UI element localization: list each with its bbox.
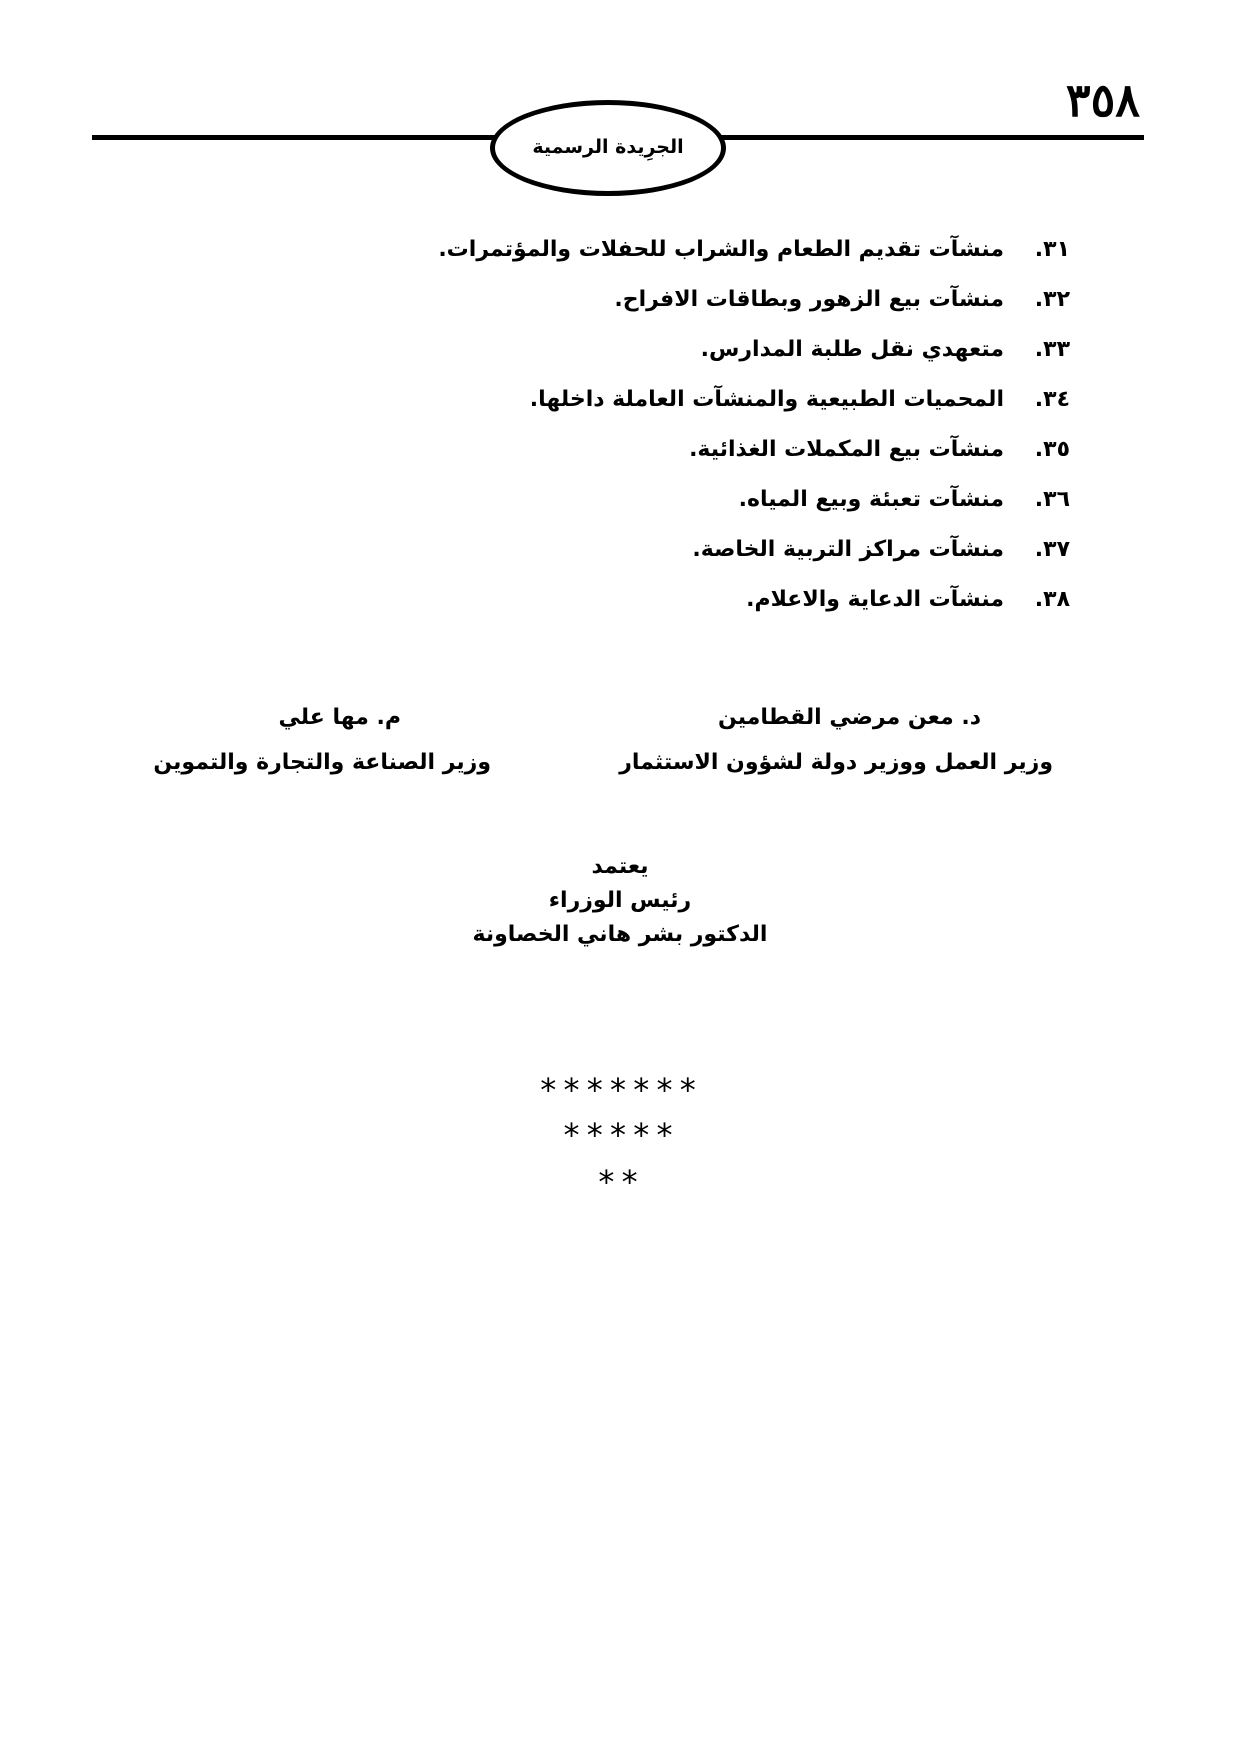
item-number: ٣١. [1034, 237, 1070, 262]
signatory-name-left: م. مها علي [278, 705, 401, 730]
list-item [400, 475, 1070, 525]
item-number: ٣٨. [1034, 587, 1070, 612]
item-number: ٣٤. [1034, 387, 1070, 412]
signatory-title-left: وزير الصناعة والتجارة والتموين [153, 750, 491, 775]
item-text: منشآت بيع الزهور وبطاقات الافراح. [614, 287, 1004, 312]
approval-label: يعتمد [591, 854, 649, 879]
item-text: منشآت الدعاية والاعلام. [746, 587, 1004, 612]
list-item [400, 225, 1070, 275]
approver-name: الدكتور بشر هاني الخصاونة [472, 922, 768, 947]
separator-stars: ** [596, 1163, 644, 1201]
list-item [400, 425, 1070, 475]
list-item [400, 375, 1070, 425]
separator-stars: ******* [538, 1071, 702, 1109]
item-text: منشآت مراكز التربية الخاصة. [692, 537, 1004, 562]
item-text: منشآت تعبئة وبيع المياه. [738, 487, 1004, 512]
page-number: ٣٥٨ [1065, 73, 1140, 127]
list-item [400, 325, 1070, 375]
item-text: المحميات الطبيعية والمنشآت العاملة داخلها. [529, 387, 1004, 412]
item-number: ٣٢. [1034, 287, 1070, 312]
establishments-list [400, 225, 1070, 625]
item-number: ٣٦. [1034, 487, 1070, 512]
item-number: ٣٧. [1034, 537, 1070, 562]
item-number: ٣٣. [1034, 337, 1070, 362]
signatory-name-right: د. معن مرضي القطامين [717, 705, 981, 730]
signatory-title-right: وزير العمل ووزير دولة لشؤون الاستثمار [619, 750, 1053, 775]
list-item [400, 575, 1070, 625]
item-text: متعهدي نقل طلبة المدارس. [700, 337, 1004, 362]
separator-stars: ***** [561, 1116, 679, 1154]
item-text: منشآت بيع المكملات الغذائية. [689, 437, 1004, 462]
item-text: منشآت تقديم الطعام والشراب للحفلات والمؤتمرات. [438, 237, 1004, 262]
list-item [400, 525, 1070, 575]
gazette-title: الجرِيدة الرسمية [532, 136, 684, 158]
approval-block [420, 850, 820, 952]
approver-title: رئيس الوزراء [548, 888, 692, 913]
item-number: ٣٥. [1034, 437, 1070, 462]
list-item [400, 275, 1070, 325]
